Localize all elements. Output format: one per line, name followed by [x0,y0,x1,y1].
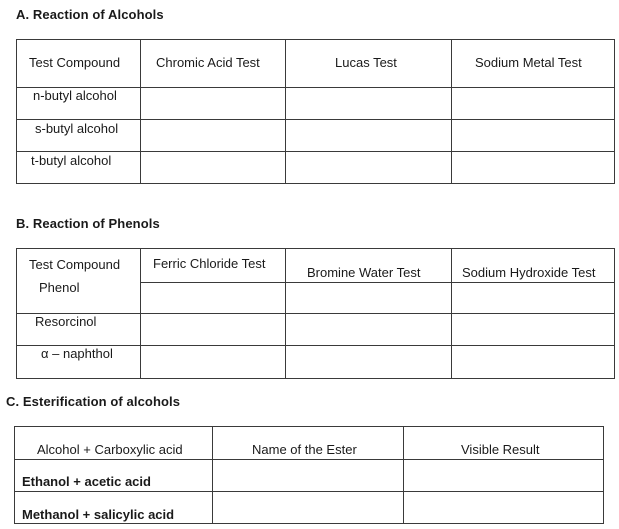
row-label-t-butyl-alcohol: t-butyl alcohol [31,153,112,168]
row-label-phenol: Phenol [39,280,80,295]
esterification-table [14,426,604,524]
section-b-title: B. Reaction of Phenols [16,216,160,231]
row-label-resorcinol: Resorcinol [35,314,97,329]
row-divider [140,282,614,283]
header-chromic-acid-test: Chromic Acid Test [156,55,260,70]
header-sodium-hydroxide-test: Sodium Hydroxide Test [462,265,596,280]
column-divider [403,427,404,523]
row-label-ethanol-acetic-acid: Ethanol + acetic acid [22,474,151,489]
section-a-title: A. Reaction of Alcohols [16,7,164,22]
row-label-n-butyl-alcohol: n-butyl alcohol [33,88,117,103]
header-test-compound: Test Compound [29,55,121,70]
phenols-table [16,248,615,379]
column-divider [140,40,141,183]
header-sodium-metal-test: Sodium Metal Test [475,55,582,70]
header-visible-result: Visible Result [461,442,540,457]
row-label-s-butyl-alcohol: s-butyl alcohol [35,121,119,136]
header-name-of-the-ester: Name of the Ester [252,442,357,457]
column-divider [285,40,286,183]
row-divider [17,151,614,152]
section-c-title: C. Esterification of alcohols [6,394,181,409]
row-label-alpha-naphthol: α – naphthol [41,346,113,361]
row-divider [15,459,603,460]
header-ferric-chloride-test: Ferric Chloride Test [153,256,266,271]
row-label-methanol-salicylic-acid: Methanol + salicylic acid [22,507,175,522]
header-bromine-water-test: Bromine Water Test [307,265,421,280]
row-divider [17,313,614,314]
column-divider [451,40,452,183]
header-lucas-test: Lucas Test [335,55,397,70]
row-divider [17,119,614,120]
alcohols-table [16,39,615,184]
header-alcohol-carboxylic-acid: Alcohol + Carboxylic acid [37,442,183,457]
column-divider [212,427,213,523]
header-test-compound: Test Compound [29,257,121,272]
row-divider [15,491,603,492]
